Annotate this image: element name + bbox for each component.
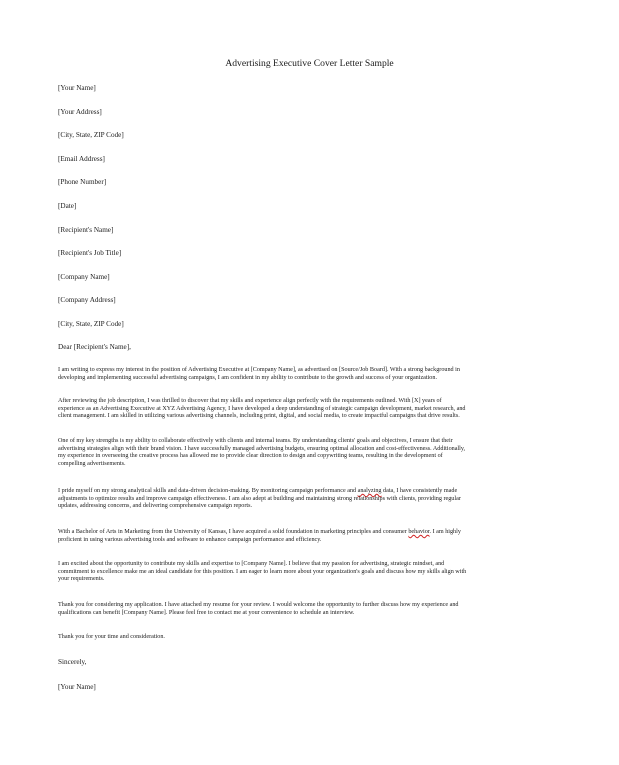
paragraph-intro <box>58 367 556 382</box>
paragraph-strengths <box>58 438 556 468</box>
text-line: developing and implementing successful advertising campaigns, I am confident in my ability to contribute to the growth and success of your organization. <box>58 374 437 381</box>
company-city-state-zip: [City, State, ZIP Code] <box>58 320 124 328</box>
text-line: qualifications can benefit [Company Name]. Please feel free to contact me at your convenience to schedule an interview. <box>58 609 355 616</box>
text-segment: With a Bachelor of Arts in Marketing from the University of Kansas, I have acquired a solid foundation in marketing principles and consumer <box>58 529 409 535</box>
sender-address: [Your Address] <box>58 108 102 116</box>
spellcheck-word[interactable]: analyzing <box>357 488 382 494</box>
closing-signature-name: [Your Name] <box>58 683 96 691</box>
recipient-job-title: [Recipient's Job Title] <box>58 249 122 257</box>
text-line: Thank you for considering my application. I have attached my resume for your review. I would welcome the opportunity to further discuss how my experience and <box>58 602 459 608</box>
sender-city-state-zip: [City, State, ZIP Code] <box>58 131 124 139</box>
text-line: I am writing to express my interest in the position of Advertising Executive at [Company Name], as advertised on [Source/Job Board]. With a strong background in <box>58 367 460 373</box>
text-line: your requirements. <box>58 576 105 583</box>
text-line: client management. I am skilled in utilizing various advertising channels, including print, digital, and social media, to create impactful campaigns that drive results. <box>58 413 460 420</box>
text-line: One of my key strengths is my ability to collaborate effectively with clients and internal teams. By understanding clients' goals and objectives, I ensure that their <box>58 438 453 444</box>
paragraph-motivation <box>58 561 556 584</box>
text-line <box>58 529 556 537</box>
text-line: updates, addressing concerns, and delivering comprehensive campaign reports. <box>58 503 253 510</box>
text-line: proficient in using various advertising tools and software to enhance campaign performance and efficiency. <box>58 536 322 543</box>
text-line: adjustments to optimize results and improve campaign effectiveness. I am also adept at building and maintaining strong relationships with clients, providing regular <box>58 495 461 502</box>
paragraph-thanks-application <box>58 602 556 617</box>
text-segment: I pride myself on my strong analytical skills and data-driven decision-making. By monitoring campaign performance and <box>58 488 358 494</box>
text-segment: data, I have consistently made <box>381 488 458 494</box>
paragraph-education <box>58 529 556 544</box>
company-name: [Company Name] <box>58 273 110 281</box>
text-line: my experience in overseeing the creative process has allowed me to provide clear direction to design and copywriting teams, resulting in the development of <box>58 453 443 460</box>
closing-thanks <box>58 634 556 642</box>
text-line: After reviewing the job description, I was thrilled to discover that my skills and experience align perfectly with the requirements outlined. With [X] years of <box>58 398 442 404</box>
company-address: [Company Address] <box>58 296 116 304</box>
text-line: experience as an Advertising Executive at XYZ Advertising Agency, I have developed a deep understanding of strategic campaign development, market research, and <box>58 405 466 412</box>
text-line: advertising strategies align with their brand vision. I have successfully managed advertising budgets, ensuring optimal allocation and cost-effectiveness. Additionally, <box>58 445 466 452</box>
paragraph-experience <box>58 398 556 421</box>
letter-date: [Date] <box>58 202 77 210</box>
document-title: Advertising Executive Cover Letter Sample <box>225 58 394 69</box>
text-segment: . I am highly <box>429 529 461 535</box>
recipient-name: [Recipient's Name] <box>58 226 114 234</box>
paragraph-analytics <box>58 488 556 511</box>
spellcheck-word[interactable]: behavior <box>408 529 430 535</box>
sender-name: [Your Name] <box>58 84 96 92</box>
text-line: compelling advertisements. <box>58 460 126 467</box>
text-line: I am excited about the opportunity to contribute my skills and expertise to [Company Name]. I believe that my passion for advertising, strategic mindset, and <box>58 561 445 567</box>
closing-signoff: Sincerely, <box>58 658 87 666</box>
text-line: Thank you for your time and consideration. <box>58 634 165 640</box>
sender-phone: [Phone Number] <box>58 178 107 186</box>
salutation: Dear [Recipient's Name], <box>58 343 131 351</box>
text-line <box>58 488 556 496</box>
text-line: commitment to excellence make me an ideal candidate for this position. I am eager to learn more about your organization's goals and discuss how my skills align with <box>58 568 467 575</box>
sender-email: [Email Address] <box>58 155 105 163</box>
